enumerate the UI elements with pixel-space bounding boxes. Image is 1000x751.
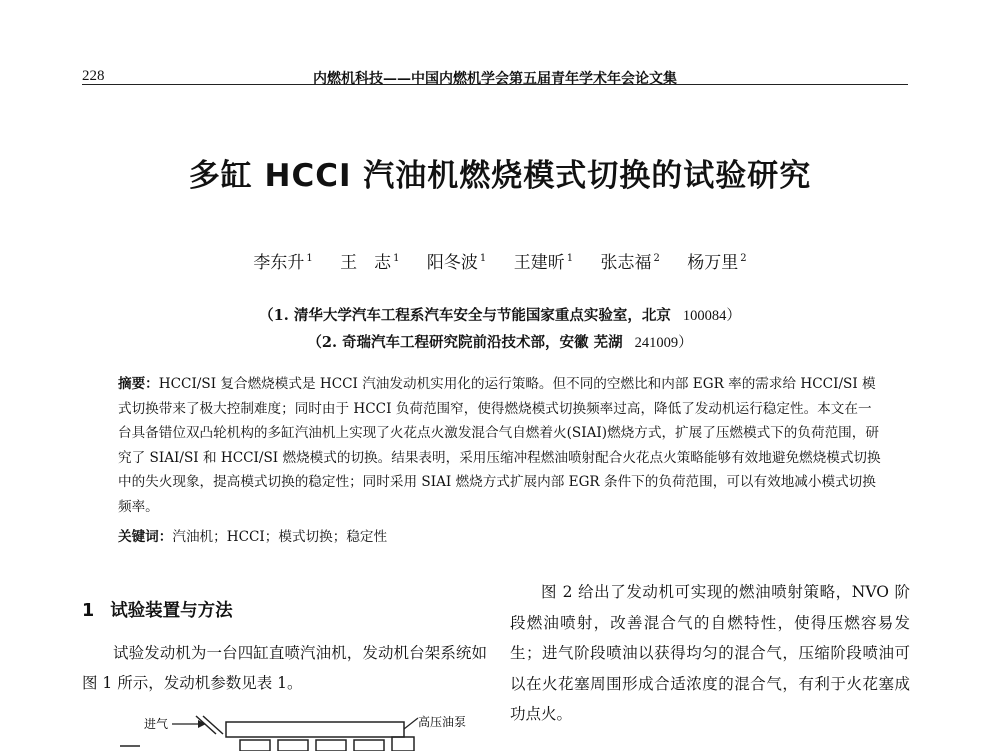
section-heading: 1 试验装置与方法: [82, 601, 233, 621]
author-list: [0, 248, 1000, 273]
abstract-text: HCCI/SI 复合燃烧模式是 HCCI 汽油发动机实用化的运行策略。但不同的空燃比和内部 EGR 率的需求给 HCCI/SI 模式切换带来了极大控制难度；同时由于 HCCI 负荷范围窄，使得燃烧模式切换频率过高，降低了发动机运行稳定性。本文在一台具备错位双凸轮机构的多缸汽油机上实现了火花点火激发混合气自燃着火(SIAI)燃烧方式，扩展了压燃模式下的负荷范围，研究了 SIAI/SI 和 HCCI/SI 燃烧模式的切换。结果表明，采用压缩冲程燃油喷射配合火花点火策略能够有效地避免燃烧模式切换中的失火现象，提高模式切换的稳定性；同时采用 SIAI 燃烧方式扩展内部 EGR 条件下的负荷范围，可以有效地减小模式切换频率。: [118, 376, 881, 515]
intake-manifold: [226, 722, 404, 737]
keywords-text: 汽油机；HCCI；模式切换；稳定性: [172, 529, 388, 545]
running-header: [82, 68, 908, 88]
left-column-paragraph: 试验发动机为一台四缸直喷汽油机，发动机台架系统如图 1 所示，发动机参数见表 1。: [82, 644, 487, 692]
author: 李东升 $^1$: [253, 253, 313, 273]
keywords-label: 关键词：: [118, 529, 173, 545]
cylinder: [278, 740, 308, 751]
affiliation-2: （2. 奇瑞汽车工程研究院前沿技术部，安徽 芜湖 241009）: [307, 334, 693, 351]
intake-label: 进气: [144, 717, 169, 731]
keywords: [118, 525, 387, 545]
page-number: 228: [82, 68, 105, 84]
running-title: 内燃机科技——中国内燃机学会第五届青年学术年会论文集: [313, 71, 677, 87]
author: 杨万里 $^2$: [687, 253, 747, 273]
pump-label: 高压油泵: [418, 715, 467, 729]
engine-test-bench-figure: [100, 712, 500, 751]
author: 张志福 $^2$: [600, 253, 660, 273]
paper-title: 多缸 HCCI 汽油机燃烧模式切换的试验研究: [188, 158, 812, 194]
author: 王 志 $^1$: [340, 253, 400, 273]
author: 王建昕 $^1$: [513, 253, 574, 273]
abstract: [118, 372, 884, 519]
header-rule: [82, 84, 908, 85]
right-column-paragraph: 图 2 给出了发动机可实现的燃油喷射策略，NVO 阶段燃油喷射，改善混合气的自燃特性，使得压燃容易发生；进气阶段喷油以获得均匀的混合气，压缩阶段喷油可以在火花塞周围形成合适浓度的混合气，有利于火花塞成功点火。: [510, 583, 910, 723]
cylinder: [316, 740, 346, 751]
affiliation-1: （1. 清华大学汽车工程系汽车安全与节能国家重点实验室，北京 100084）: [259, 307, 741, 324]
cylinder: [354, 740, 384, 751]
cylinder: [240, 740, 270, 751]
author: 阳冬波 $^1$: [426, 253, 487, 273]
abstract-label: 摘要：: [118, 376, 159, 392]
